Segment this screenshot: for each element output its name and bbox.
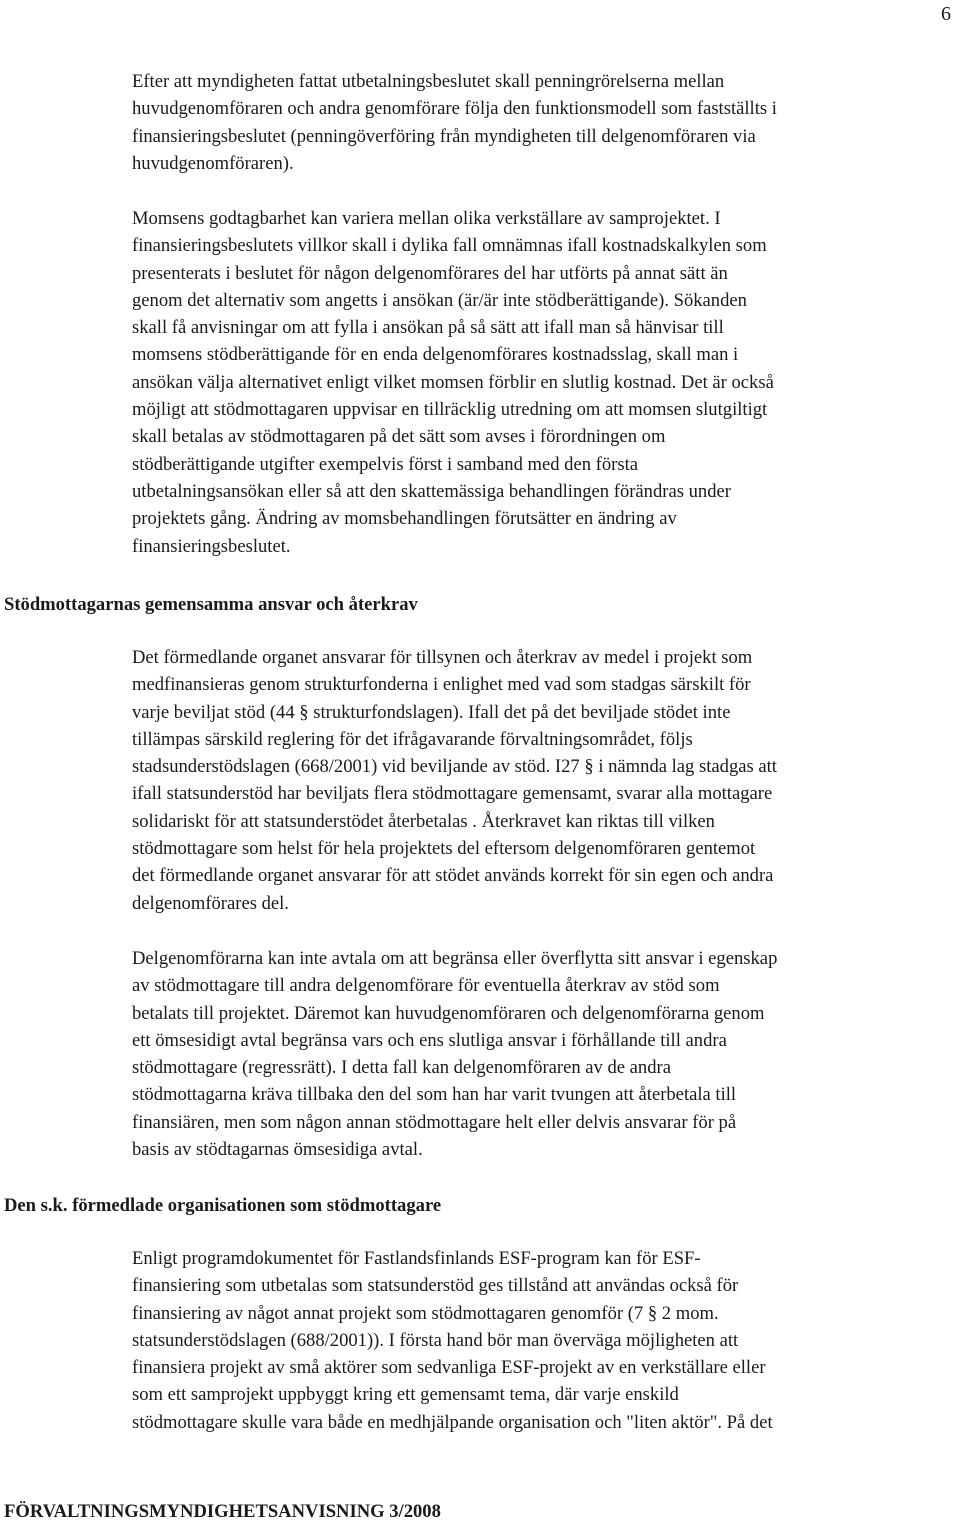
text-line: Efter att myndigheten fattat utbetalningsbeslutet skall penningrörelserna mellan [132,71,725,92]
text-line: statsunderstödslagen (688/2001)). I första hand bör man överväga möjligheten att [132,1329,739,1351]
text-line: stödmottagare (regressrätt). I detta fall kan delgenomföraren av de andra [132,1057,671,1079]
text-line: ifall statsunderstöd har beviljats flera stödmottagare gemensamt, svarar alla mottagare [132,783,773,805]
paragraph-joint-responsibility [132,644,960,917]
text-line: finansieringsbeslutet (penningöverföring från myndigheten till delgenomföraren via [132,125,756,147]
text-line: stödmottagare skulle vara både en medhjälpande organisation och "liten aktör". På det [132,1411,773,1433]
text-line: projektets gång. Ändring av momsbehandlingen förutsätter en ändring av [132,508,677,530]
section-heading: Den s.k. förmedlade organisationen som stödmottagare [4,1195,442,1216]
text-line: ansökan välja alternativet enligt vilket momsen förblir en slutlig kostnad. Det är också [132,371,774,393]
text-line: utbetalningsansökan eller så att den skattemässiga behandlingen förändras under [132,480,731,502]
text-line: som ett samprojekt uppbyggt kring ett gemensamt tema, där varje enskild [132,1384,679,1406]
text-line: skall få anvisningar om att fylla i ansökan på så sätt att ifall man så hänvisar till [132,317,724,339]
section-heading: Stödmottagarnas gemensamma ansvar och återkrav [4,594,418,615]
text-line: finansiering av något annat projekt som stödmottagaren genomför (7 § 2 mom. [132,1302,719,1324]
page-number: 6 [941,3,951,25]
text-line: betalats till projektet. Däremot kan huvudgenomföraren och delgenomförarna genom [132,1002,765,1024]
document-footer: FÖRVALTNINGSMYNDIGHETSANVISNING 3/2008 [4,1501,441,1522]
text-line: presenterats i beslutet för någon delgenomförares del har utförts på annat sätt än [132,262,728,284]
text-line: stödmottagare som helst för hela projektets del eftersom delgenomföraren gentemot [132,838,756,860]
text-line: finansieringsbeslutet. [132,535,291,557]
text-line: finansiera projekt av små aktörer som sedvanliga ESF-projekt av en verkställare eller [132,1357,766,1379]
text-line: Enligt programdokumentet för Fastlandsfinlands ESF-program kan för ESF- [132,1248,701,1269]
text-line: genom det alternativ som angetts i ansökan (är/är inte stödberättigande). Sökanden [132,289,747,311]
text-line: medfinansieras genom strukturfonderna i enlighet med vad som stadgas särskilt för [132,674,751,696]
text-line: Momsens godtagbarhet kan variera mellan olika verkställare av samprojektet. I [132,208,721,229]
text-line: det förmedlande organet ansvarar för att stödet används korrekt för sin egen och andra [132,865,774,887]
paragraph-payment-flow [132,68,960,177]
text-line: finansiering som utbetalas som statsunderstöd ges tillstånd att användas också för [132,1275,739,1297]
text-line: stödberättigande utgifter exempelvis först i samband med den första [132,453,639,475]
text-line: varje beviljat stöd (44 § strukturfondslagen). Ifall det på det beviljade stödet inte [132,701,731,723]
text-line: solidariskt för att statsunderstödet återbetalas . Återkravet kan riktas till vilken [132,810,715,832]
paragraph-intermediary-organisation [132,1245,960,1436]
paragraph-regress-rights [132,945,960,1163]
text-line: stadsunderstödslagen (668/2001) vid beviljande av stöd. I27 § i nämnda lag stadgas att [132,756,777,778]
text-line: basis av stödtagarnas ömsesidiga avtal. [132,1139,423,1161]
text-line: huvudgenomföraren och andra genomförare följa den funktionsmodell som fastställts i [132,98,777,120]
text-line: stödmottagarna kräva tillbaka den del som han har varit tvungen att återbetala till [132,1084,737,1106]
text-line: finansiären, men som någon annan stödmottagare helt eller delvis ansvarar för på [132,1111,737,1133]
text-line: tillämpas särskild reglering för det ifrågavarande förvaltningsområdet, följs [132,728,693,750]
text-line: momsens stödberättigande för en enda delgenomförares kostnadsslag, skall man i [132,344,739,366]
text-line: av stödmottagare till andra delgenomförare för eventuella återkrav av stöd som [132,975,720,997]
text-line: huvudgenomföraren). [132,152,294,174]
text-line: Delgenomförarna kan inte avtala om att begränsa eller överflytta sitt ansvar i egenskap [132,948,778,969]
text-line: ett ömsesidigt avtal begränsa vars och ens slutliga ansvar i förhållande till andra [132,1029,727,1051]
text-line: skall betalas av stödmottagaren på det sätt som avses i förordningen om [132,426,666,448]
paragraph-vat-eligibility [132,205,960,560]
text-line: finansieringsbeslutets villkor skall i dylika fall omnämnas ifall kostnadskalkylen som [132,235,767,257]
text-line: Det förmedlande organet ansvarar för tillsynen och återkrav av medel i projekt som [132,647,753,668]
text-line: möjligt att stödmottagaren uppvisar en tillräcklig utredning om att momsen slutgiltigt [132,399,768,421]
text-line: delgenomförares del. [132,892,289,914]
